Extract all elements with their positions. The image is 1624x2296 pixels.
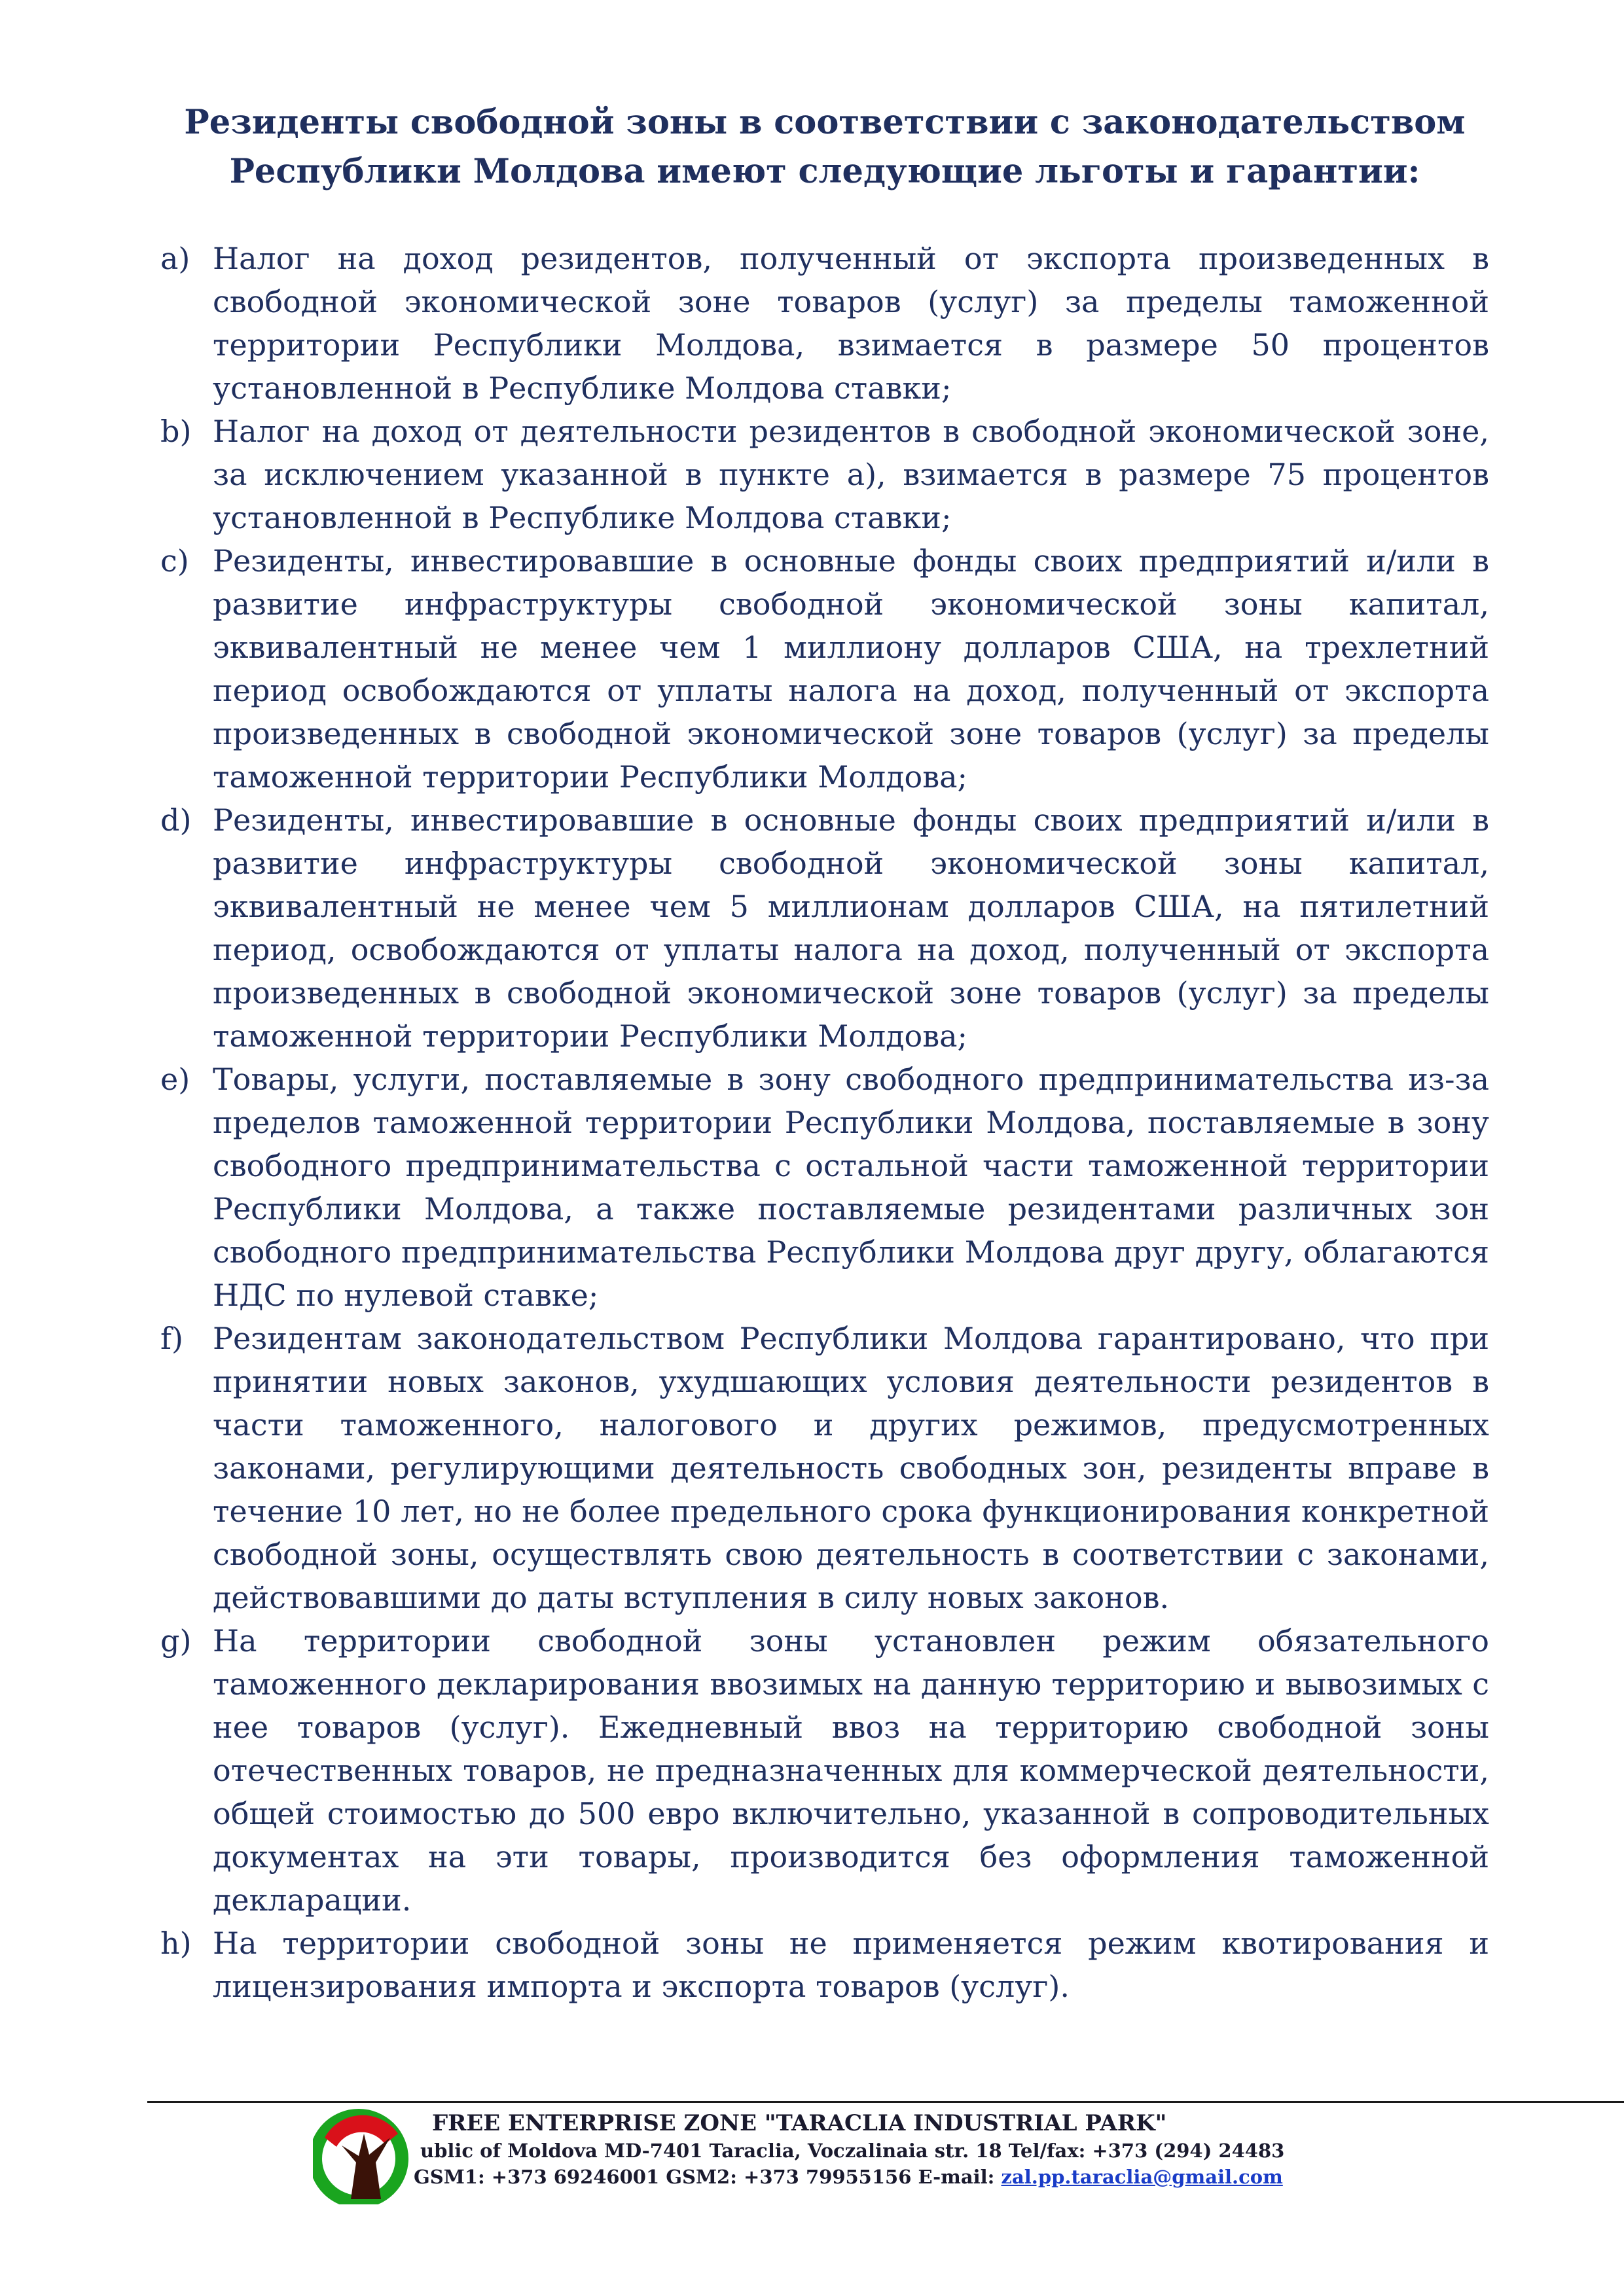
list-marker-g: g) bbox=[160, 1623, 192, 1659]
footer-contacts bbox=[393, 2109, 1309, 2190]
list-text-a: Налог на доход резидентов, полученный от экспорта произведенных в свободной экономической зоне товаров (услуг) за пределы таможенной территории Республики Молдова, взимается в размере 50 процентов установленной в Республике Молдова ставки; bbox=[213, 241, 1489, 406]
list-item-c bbox=[157, 539, 1489, 798]
list-marker-f: f) bbox=[160, 1321, 183, 1356]
footer-phones: GSM1: +373 69246001 GSM2: +373 79955156 E-mail: bbox=[414, 2166, 1001, 2188]
list-item-g bbox=[157, 1619, 1489, 1922]
list-text-c: Резиденты, инвестировавшие в основные фонды своих предприятий и/или в развитие инфраструктуры свободной экономической зоны капитал, эквивалентный не менее чем 1 миллиону долларов США, на трехлетний период освобождаются от уплаты налога на доход, полученный от экспорта произведенных в свободной экономической зоне товаров (услуг) за пределы таможенной территории Республики Молдова; bbox=[213, 543, 1489, 795]
footer-address: ublic of Moldova MD-7401 Taraclia, Voczalinaia str. 18 Tel/fax: +373 (294) 24483 bbox=[420, 2140, 1285, 2162]
list-text-h: На территории свободной зоны не применяется режим квотирования и лицензирования импорта и экспорта товаров (услуг). bbox=[213, 1926, 1489, 2004]
list-text-d: Резиденты, инвестировавшие в основные фонды своих предприятий и/или в развитие инфраструктуры свободной экономической зоны капитал, эквивалентный не менее чем 5 миллионам долларов США, на пятилетний период, освобождаются от уплаты налога на доход, полученный от экспорта произведенных в свободной экономической зоне товаров (услуг) за пределы таможенной территории Республики Молдова; bbox=[213, 802, 1489, 1054]
list-text-g: На территории свободной зоны установлен режим обязательного таможенного декларирования ввозимых на данную территорию и вывозимых с нее товаров (услуг). Ежедневный ввоз на территорию свободной зоны отечественных товаров, не предназначенных для коммерческой деятельности, общей стоимостью до 500 евро включительно, указанной в сопроводительных документах на эти товары, производится без оформления таможенной декларации. bbox=[213, 1623, 1489, 1918]
list-text-f: Резидентам законодательством Республики Молдова гарантировано, что при принятии новых законов, ухудшающих условия деятельности резидентов в части таможенного, налогового и других режимов, предусмотренных законами, регулирующими деятельность свободных зон, резиденты вправе в течение 10 лет, но не более предельного срока функционирования конкретной свободной зоны, осуществлять свою деятельность в соответствии с законами, действовавшими до даты вступления в силу новых законов. bbox=[213, 1321, 1489, 1615]
list-item-e bbox=[157, 1058, 1489, 1317]
list-text-e: Товары, услуги, поставляемые в зону свободного предпринимательства из-за пределов таможенной территории Республики Молдова, поставляемые в зону свободного предпринимательства с остальной части таможенной территории Республики Молдова, а также поставляемые резидентами различных зон свободного предпринимательства Республики Молдова друг другу, облагаются НДС по нулевой ставке; bbox=[213, 1062, 1489, 1313]
list-marker-e: e) bbox=[160, 1062, 190, 1097]
list-marker-d: d) bbox=[160, 802, 192, 838]
page-title bbox=[157, 98, 1492, 196]
list-item-a bbox=[157, 237, 1489, 410]
list-item-b bbox=[157, 410, 1489, 539]
title-line-1: Резиденты свободной зоны в соответствии с законодательством bbox=[184, 103, 1466, 142]
list-item-h bbox=[157, 1922, 1489, 2008]
list-text-b: Налог на доход от деятельности резидентов в свободной экономической зоне, за исключением указанной в пункте а), взимается в размере 75 процентов установленной в Республике Молдова ставки; bbox=[213, 414, 1489, 535]
list-marker-h: h) bbox=[160, 1926, 192, 1961]
list-marker-a: a) bbox=[160, 241, 190, 276]
title-line-2: Республики Молдова имеют следующие льготы и гарантии: bbox=[229, 152, 1420, 191]
footer-phones-line bbox=[393, 2164, 1309, 2190]
list-item-d bbox=[157, 798, 1489, 1058]
benefits-list bbox=[157, 237, 1489, 2008]
footer-divider bbox=[147, 2101, 1624, 2103]
list-marker-c: c) bbox=[160, 543, 189, 579]
footer-email-link[interactable]: zal.pp.taraclia@gmail.com bbox=[1001, 2166, 1283, 2188]
footer-company: FREE ENTERPRISE ZONE "TARACLIA INDUSTRIAL PARK" bbox=[432, 2110, 1167, 2136]
list-item-f bbox=[157, 1317, 1489, 1619]
list-marker-b: b) bbox=[160, 414, 192, 449]
